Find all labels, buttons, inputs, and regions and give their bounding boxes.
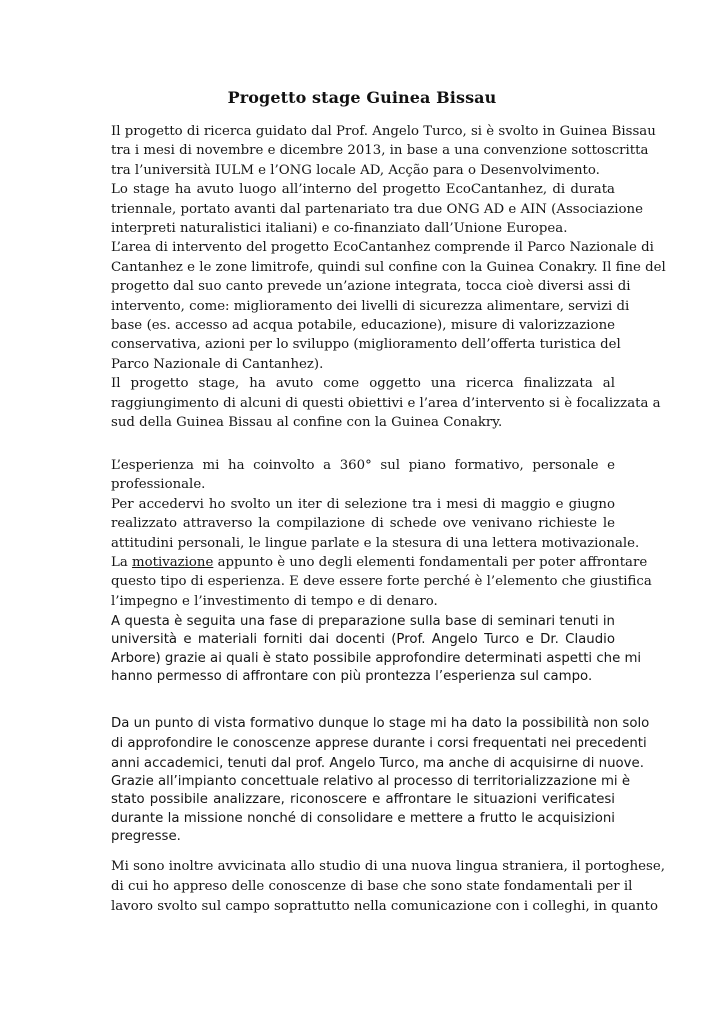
text-line: pregresse.: [111, 828, 181, 844]
text-line: di cui ho appreso delle conoscenze di base che sono state fondamentali per il: [111, 879, 633, 894]
text-line: triennale, portato avanti dal partenariato tra due ONG AD e AIN (Associazione: [111, 201, 643, 217]
paragraph-preparation: [111, 613, 642, 686]
motivation-prefix: La: [111, 555, 132, 571]
text-line: raggiungimento di alcuni di questi obiettivi e l’area d’intervento si è focalizzata a: [111, 395, 661, 411]
paragraph-territorialization: [111, 773, 631, 846]
text-line: Grazie all’impianto concettuale relativo al processo di territorializzazione mi è: [111, 774, 631, 789]
text-line: intervento, come: miglioramento dei livelli di sicurezza alimentare, servizi di: [111, 298, 630, 314]
text-line: lavoro svolto sul campo soprattutto nella comunicazione con i colleghi, in quanto: [111, 899, 658, 914]
text-line: conservativa, azioni per lo sviluppo (miglioramento dell’offerta turistica del: [111, 337, 621, 353]
text-line: professionale.: [111, 477, 206, 493]
text-line: di approfondire le conoscenze apprese durante i corsi frequentati nei precedenti: [111, 736, 647, 751]
text-line: questo tipo di esperienza. E deve essere forte perché è l’elemento che giustifica: [111, 574, 652, 590]
text-line: Cantanhez e le zone limitrofe, quindi sul confine con la Guinea Conakry. Il fine del: [111, 259, 666, 275]
paragraph-training: [111, 714, 650, 774]
text-line: base (es. accesso ad acqua potabile, educazione), misure di valorizzazione: [111, 318, 615, 334]
text-line: Arbore) grazie ai quali è stato possibile approfondire determinati aspetti che mi: [111, 650, 642, 666]
text-line: hanno permesso di affrontare con più prontezza l’esperienza sul campo.: [111, 668, 593, 684]
text-line: Il progetto stage, ha avuto come oggetto una ricerca finalizzata al: [111, 376, 615, 392]
text-line: Per accedervi ho svolto un iter di selezione tra i mesi di maggio e giugno: [111, 496, 615, 512]
text-line: realizzato attraverso la compilazione di schede ove venivano richieste le: [111, 516, 615, 532]
text-line: tra l’università IULM e l’ONG locale AD, Acção para o Desenvolvimento.: [111, 162, 600, 178]
text-line: Lo stage ha avuto luogo all’interno del progetto EcoCantanhez, di durata: [111, 182, 615, 198]
text-line: durante la missione nonché di consolidare e mettere a frutto le acquisizioni: [111, 810, 615, 826]
text-line: attitudini personali, le lingue parlate e la stesura di una lettera motivazionale.: [111, 535, 640, 551]
paragraph-language: [111, 857, 665, 917]
text-line: Mi sono inoltre avvicinata allo studio di una nuova lingua straniera, il portoghese,: [111, 859, 665, 874]
text-line: Il progetto di ricerca guidato dal Prof. Angelo Turco, si è svolto in Guinea Bissau: [111, 124, 656, 139]
text-line: interpreti naturalistici italiani) e co-finanziato dall’Unione Europea.: [111, 221, 568, 237]
page-title: Progetto stage Guinea Bissau: [227, 88, 497, 107]
paragraph-project-description: [111, 122, 666, 433]
motivation-underlined-word: motivazione: [131, 555, 214, 571]
text-line: Da un punto di vista formativo dunque lo stage mi ha dato la possibilità non solo: [111, 716, 650, 731]
text-line: università e materiali forniti dai docenti (Prof. Angelo Turco e Dr. Claudio: [111, 632, 615, 648]
text-line: anni accademici, tenuti dal prof. Angelo Turco, ma anche di acquisirne di nuove.: [111, 756, 644, 771]
text-line: A questa è seguita una fase di preparazione sulla base di seminari tenuti in: [111, 614, 615, 629]
text-line: tra i mesi di novembre e dicembre 2013, in base a una convenzione sottoscritta: [111, 143, 649, 159]
text-line-motivation: [111, 553, 648, 572]
text-line: progetto dal suo canto prevede un’azione integrata, tocca cioè diversi assi di: [111, 279, 631, 295]
paragraph-experience: [111, 456, 652, 611]
text-line: Parco Nazionale di Cantanhez).: [111, 356, 324, 372]
motivation-rest: appunto è uno degli elementi fondamentali per poter affrontare: [213, 555, 648, 571]
text-line: l’impegno e l’investimento di tempo e di denaro.: [111, 593, 438, 609]
text-line: L’area di intervento del progetto EcoCantanhez comprende il Parco Nazionale di: [111, 240, 654, 256]
text-line: sud della Guinea Bissau al confine con la Guinea Conakry.: [111, 415, 503, 431]
text-line: stato possibile analizzare, riconoscere e affrontare le situazioni verificatesi: [111, 792, 615, 808]
text-line: L’esperienza mi ha coinvolto a 360° sul piano formativo, personale e: [111, 458, 615, 473]
